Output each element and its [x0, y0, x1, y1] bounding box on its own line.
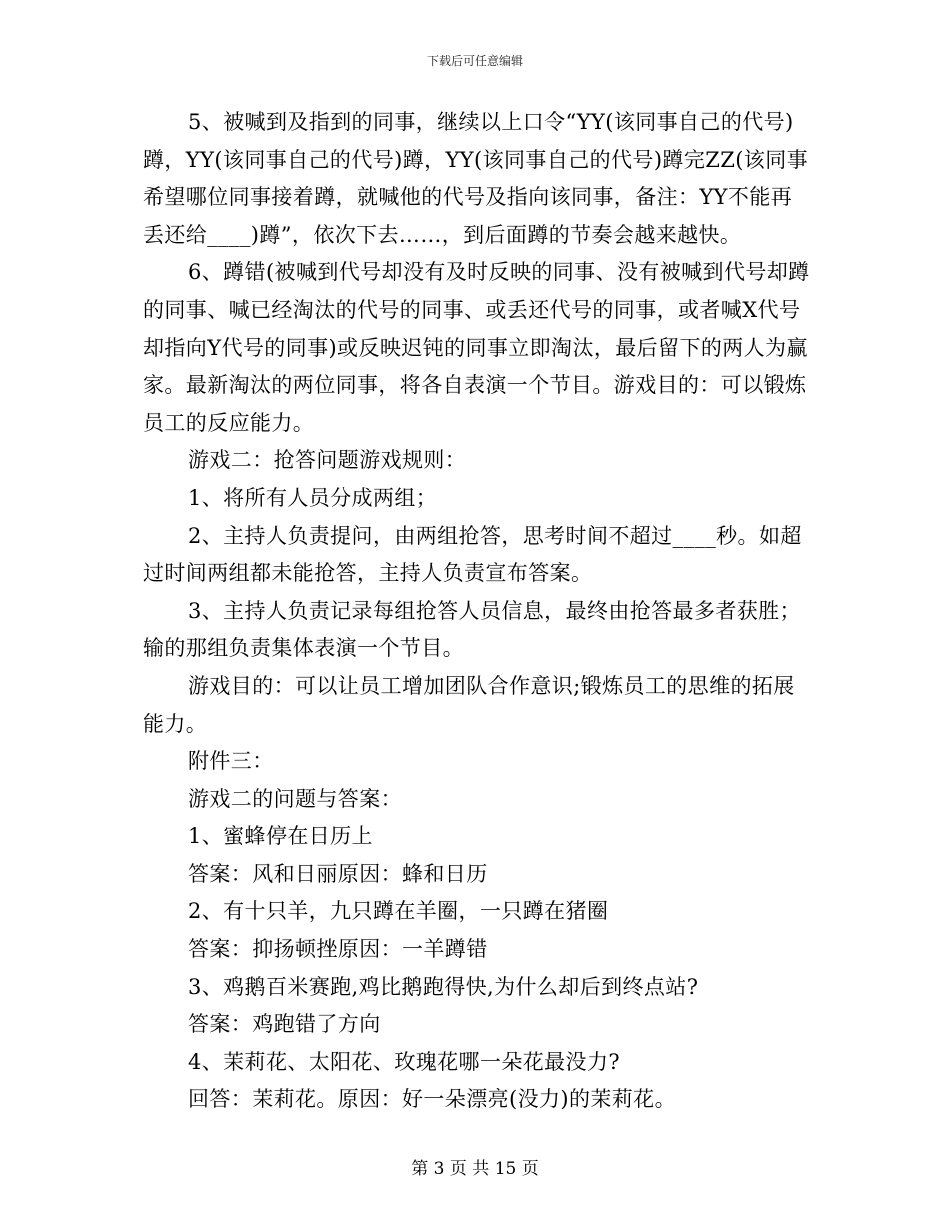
page-footer: 第 3 页 共 15 页 [411, 1159, 539, 1179]
paragraph-game2-purpose: 游戏目的：可以让员工增加团队合作意识;锻炼员工的思维的拓展能力。 [143, 673, 795, 736]
paragraph-rule-6: 6、蹲错(被喊到代号却没有及时反映的同事、没有被喊到代号却蹲的同事、喊已经淘汰的代号的同事、或丢还代号的同事，或者喊X代号却指向Y代号的同事)或反映迟钝的同事立即淘汰，最后留下的两人为赢家。最新淘汰的两位同事，将各自表演一个节目。游戏目的：可以锻炼员工的反应能力。 [143, 260, 810, 435]
paragraph-answer-1: 答案：风和日丽原因：蜂和日历 [188, 861, 488, 886]
paragraph-game2-rule-1: 1、将所有人员分成两组； [188, 485, 438, 510]
paragraph-answer-2: 答案：抑扬顿挫原因：一羊蹲错 [188, 937, 488, 962]
paragraph-answer-3: 答案：鸡跑错了方向 [188, 1012, 381, 1037]
paragraph-question-3: 3、鸡鹅百米赛跑,鸡比鹅跑得快,为什么却后到终点站? [188, 974, 699, 999]
document-body [143, 104, 811, 1119]
paragraph-game2-rule-3: 3、主持人负责记录每组抢答人员信息，最终由抢答最多者获胜；输的那组负责集体表演一个节目。 [143, 598, 801, 661]
paragraph-question-1: 1、蜜蜂停在日历上 [188, 824, 373, 849]
paragraph-question-2: 2、有十只羊，九只蹲在羊圈，一只蹲在猪圈 [188, 899, 609, 924]
paragraph-game2-title: 游戏二：抢答问题游戏规则： [188, 448, 467, 473]
page-header: 下载后可任意编辑 [426, 54, 523, 68]
paragraph-answer-4: 回答：茉莉花。原因：好一朵漂亮(没力)的茉莉花。 [188, 1087, 676, 1112]
paragraph-appendix-3: 附件三： [188, 749, 274, 774]
paragraph-rule-5: 5、被喊到及指到的同事，继续以上口令“YY(该同事自己的代号)蹲，YY(该同事自己的代号)蹲，YY(该同事自己的代号)蹲完ZZ(该同事希望哪位同事接着蹲，就喊他的代号及指向该同事，备注：YY不能再丢还给____)蹲”，依次下去……，到后面蹲的节奏会越来越快。 [143, 110, 808, 247]
paragraph-question-4: 4、茉莉花、太阳花、玫瑰花哪一朵花最没力? [188, 1049, 621, 1074]
paragraph-game2-rule-2: 2、主持人负责提问，由两组抢答，思考时间不超过____秒。如超过时间两组都未能抢答，主持人负责宣布答案。 [143, 523, 802, 586]
paragraph-qa-title: 游戏二的问题与答案： [188, 786, 402, 811]
